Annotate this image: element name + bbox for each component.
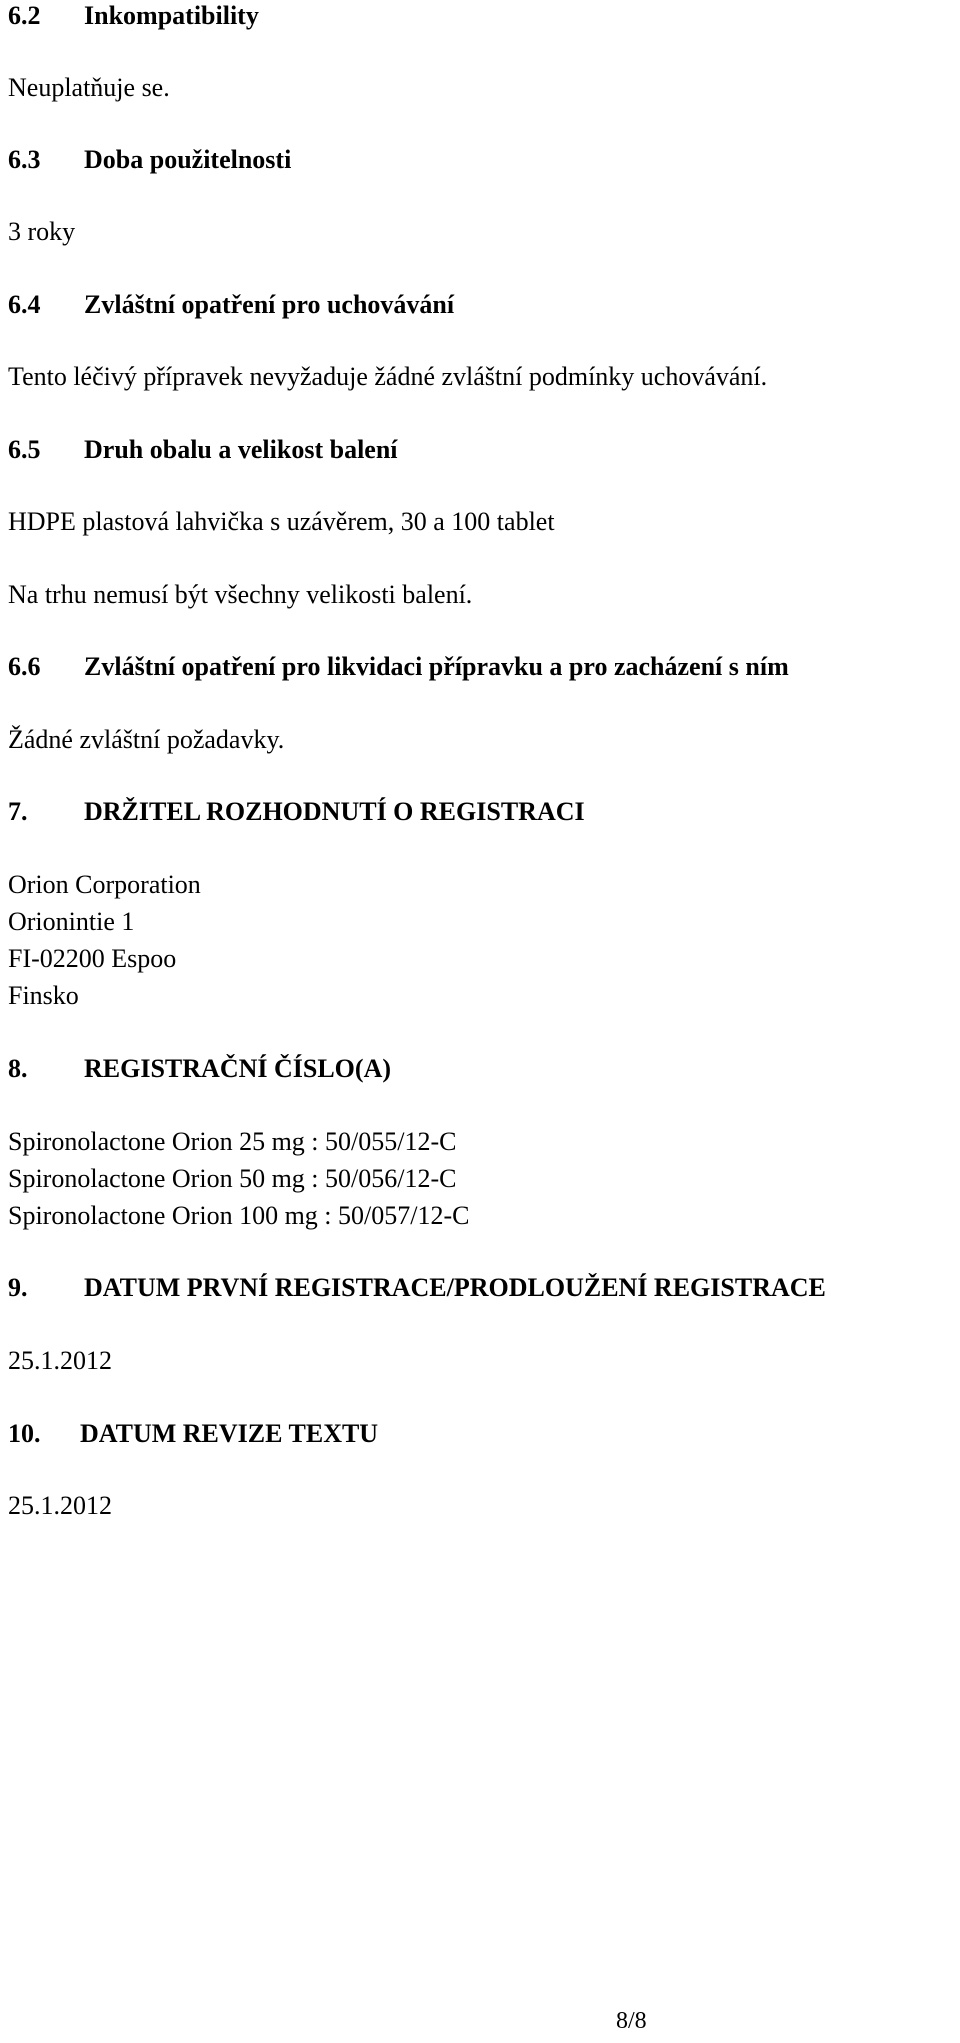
section-number: 9. [8, 1273, 28, 1302]
section-number: 6.2 [8, 1, 41, 30]
section-7-heading [8, 796, 585, 828]
section-title: Zvláštní opatření pro uchovávání [84, 290, 455, 319]
registration-number-25mg: Spironolactone Orion 25 mg : 50/055/12-C [8, 1127, 457, 1156]
section-number: 6.4 [8, 290, 41, 319]
section-6-2-heading [8, 0, 259, 32]
section-10-heading [8, 1418, 378, 1450]
section-title: Zvláštní opatření pro likvidaci přípravku a pro zacházení s ním [84, 652, 789, 681]
section-8-heading [8, 1053, 391, 1085]
section-6-5-text-2: Na trhu nemusí být všechny velikosti balení. [8, 580, 473, 609]
section-title: REGISTRAČNÍ ČÍSLO(A) [84, 1054, 391, 1083]
section-title: DATUM REVIZE TEXTU [80, 1419, 379, 1448]
section-6-4-heading [8, 289, 454, 321]
section-6-5-heading [8, 434, 398, 466]
section-number: 7. [8, 797, 28, 826]
registration-number-50mg: Spironolactone Orion 50 mg : 50/056/12-C [8, 1164, 457, 1193]
section-6-6-text: Žádné zvláštní požadavky. [8, 725, 285, 754]
section-6-2-text: Neuplatňuje se. [8, 73, 170, 102]
section-number: 8. [8, 1054, 28, 1083]
section-9-date: 25.1.2012 [8, 1346, 112, 1375]
section-title: Inkompatibility [84, 1, 259, 30]
section-number: 6.6 [8, 652, 41, 681]
section-number: 6.5 [8, 435, 41, 464]
registration-number-100mg: Spironolactone Orion 100 mg : 50/057/12-C [8, 1201, 470, 1230]
section-number: 10. [8, 1419, 41, 1448]
holder-country: Finsko [8, 981, 79, 1010]
section-6-6-heading [8, 651, 789, 683]
section-10-date: 25.1.2012 [8, 1491, 112, 1520]
holder-city: FI-02200 Espoo [8, 944, 177, 973]
section-title: Doba použitelnosti [84, 145, 292, 174]
holder-name: Orion Corporation [8, 870, 201, 899]
holder-street: Orionintie 1 [8, 907, 135, 936]
section-title: DATUM PRVNÍ REGISTRACE/PRODLOUŽENÍ REGISTRACE [84, 1273, 826, 1302]
section-6-3-heading [8, 144, 291, 176]
section-number: 6.3 [8, 145, 41, 174]
section-6-3-text: 3 roky [8, 217, 76, 246]
section-title: Druh obalu a velikost balení [84, 435, 398, 464]
section-9-heading [8, 1272, 826, 1304]
section-6-4-text: Tento léčivý přípravek nevyžaduje žádné zvláštní podmínky uchovávání. [8, 362, 768, 391]
section-6-5-text-1: HDPE plastová lahvička s uzávěrem, 30 a 100 tablet [8, 507, 555, 536]
section-title: DRŽITEL ROZHODNUTÍ O REGISTRACI [84, 797, 585, 826]
page-number: 8/8 [616, 2008, 647, 2034]
